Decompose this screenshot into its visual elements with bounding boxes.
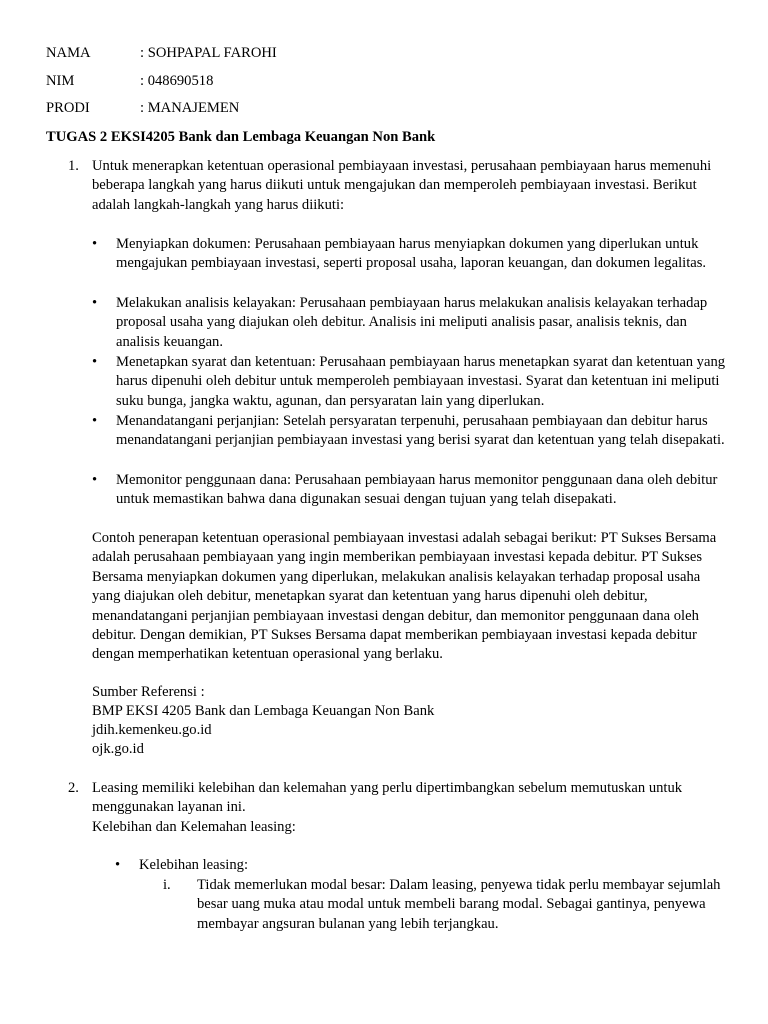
source-item-3: ojk.go.id xyxy=(92,741,144,757)
question-2-intro: Leasing memiliki kelebihan dan kelemahan yang perlu dipertimbangkan sebelum memutuskan untuk menggunakan layanan ini. xyxy=(92,780,683,816)
nama-label: NAMA xyxy=(46,45,91,61)
nim-value: : 048690518 xyxy=(140,73,214,89)
bullet-5-symbol: • xyxy=(92,472,98,488)
bullet-4-symbol: • xyxy=(92,413,98,429)
source-item-2: jdih.kemenkeu.go.id xyxy=(92,722,212,738)
assignment-title: TUGAS 2 EKSI4205 Bank dan Lembaga Keuangan Non Bank xyxy=(46,129,436,145)
q2-bullet-text: Kelebihan leasing: xyxy=(139,857,249,873)
q2-bullet-symbol: • xyxy=(115,857,121,873)
source-item-1: BMP EKSI 4205 Bank dan Lembaga Keuangan Non Bank xyxy=(92,703,435,719)
sources-label: Sumber Referensi : xyxy=(92,684,205,700)
question-1-intro: Untuk menerapkan ketentuan operasional pembiayaan investasi, perusahaan pembiayaan harus memenuhi beberapa langkah yang harus diikuti untuk mengajukan dan memperoleh pembiayaan investasi. Berikut adalah langkah-langkah yang harus diikuti: xyxy=(92,158,712,213)
prodi-value: : MANAJEMEN xyxy=(140,100,240,116)
question-2-subheading: Kelebihan dan Kelemahan leasing: xyxy=(92,819,296,835)
bullet-3-symbol: • xyxy=(92,354,98,370)
question-1-example: Contoh penerapan ketentuan operasional pembiayaan investasi adalah sebagai berikut: PT Sukses Bersama adalah perusahaan pembiayaan yang ingin memberikan pembiayaan investasi kepada debitur. PT Sukses Bersama menyiapkan dokumen yang diperlukan, melakukan analisis kelayakan terhadap proposal usaha yang diajukan oleh debitur, menetapkan syarat dan ketentuan yang harus dipenuhi oleh debitur, menandatangani perjanjian pembiayaan investasi dengan debitur, dan memonitor penggunaan dana oleh debitur. Dengan demikian, PT Sukses Bersama dapat memberikan pembiayaan investasi kepada debitur dengan memperhatikan ketentuan operasional yang berlaku. xyxy=(92,530,717,663)
question-2-number: 2. xyxy=(68,780,79,796)
bullet-3-text: Menetapkan syarat dan ketentuan: Perusahaan pembiayaan harus menetapkan syarat dan ketentuan yang harus dipenuhi oleh debitur untuk memperoleh pembiayaan investasi. Syarat dan ketentuan ini meliputi suku bunga, jangka waktu, agunan, dan persyaratan lain yang diperlukan. xyxy=(116,354,726,409)
bullet-2-text: Melakukan analisis kelayakan: Perusahaan pembiayaan harus melakukan analisis kelayakan terhadap proposal usaha yang diajukan oleh debitur. Analisis ini meliputi analisis pasar, analisis teknis, dan analisis keuangan. xyxy=(116,295,708,350)
question-1-number: 1. xyxy=(68,158,79,174)
nim-label: NIM xyxy=(46,73,75,89)
bullet-4-text: Menandatangani perjanjian: Setelah persyaratan terpenuhi, perusahaan pembiayaan dan debitur harus menandatangani perjanjian pembiayaan investasi yang berisi syarat dan ketentuan yang telah disepakati. xyxy=(116,413,725,449)
nama-value: : SOHPAPAL FAROHI xyxy=(140,45,277,61)
bullet-5-text: Memonitor penggunaan dana: Perusahaan pembiayaan harus memonitor penggunaan dana oleh debitur untuk memastikan bahwa dana digunakan sesuai dengan tujuan yang telah disepakati. xyxy=(116,472,718,508)
prodi-label: PRODI xyxy=(46,100,90,116)
roman-item-text: Tidak memerlukan modal besar: Dalam leasing, penyewa tidak perlu membayar sejumlah besar uang muka atau modal untuk membeli barang modal. Sebagai gantinya, penyewa membayar angsuran bulanan yang lebih terjangkau. xyxy=(197,877,721,932)
bullet-1-text: Menyiapkan dokumen: Perusahaan pembiayaan harus menyiapkan dokumen yang diperlukan untuk mengajukan pembiayaan investasi, seperti proposal usaha, laporan keuangan, dan dokumen legalitas. xyxy=(116,236,707,272)
roman-item-number: i. xyxy=(163,877,171,893)
bullet-2-symbol: • xyxy=(92,295,98,311)
bullet-1-symbol: • xyxy=(92,236,98,252)
